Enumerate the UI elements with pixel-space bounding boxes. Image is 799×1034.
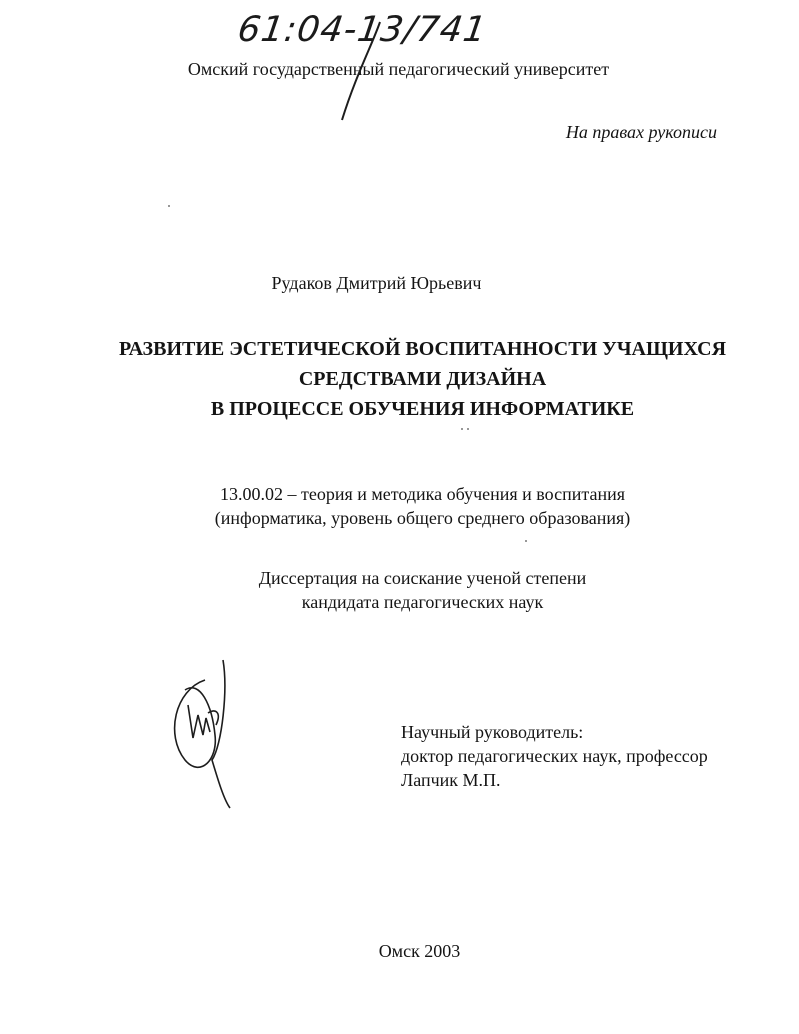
specialty-line: (информатика, уровень общего среднего образования) <box>214 508 631 528</box>
pen-slash-stroke <box>342 22 380 120</box>
supervisor-label: Научный руководитель: <box>401 722 584 742</box>
handwritten-archive-number: 61:04-13/741 <box>235 10 490 50</box>
signature <box>175 660 230 808</box>
city-year: Омск 2003 <box>378 941 461 961</box>
supervisor-degree: доктор педагогических наук, профессор <box>401 746 708 766</box>
title-line: РАЗВИТИЕ ЭСТЕТИЧЕСКОЙ ВОСПИТАННОСТИ УЧАЩИХСЯ <box>118 338 727 360</box>
scan-speck <box>461 428 463 430</box>
supervisor-name: Лапчик М.П. <box>401 770 501 790</box>
scan-speck <box>525 540 527 542</box>
author-name: Рудаков Дмитрий Юрьевич <box>271 273 482 293</box>
rights-note: На правах рукописи <box>565 122 717 142</box>
title-line: СРЕДСТВАМИ ДИЗАЙНА <box>298 368 547 390</box>
scan-speck <box>467 428 469 430</box>
degree-line: кандидата педагогических наук <box>301 592 544 612</box>
scan-speck <box>168 205 170 207</box>
title-line: В ПРОЦЕССЕ ОБУЧЕНИЯ ИНФОРМАТИКЕ <box>210 398 635 420</box>
degree-line: Диссертация на соискание ученой степени <box>258 568 587 588</box>
specialty-line: 13.00.02 – теория и методика обучения и воспитания <box>219 484 626 504</box>
university-name: Омский государственный педагогический университет <box>187 59 610 79</box>
